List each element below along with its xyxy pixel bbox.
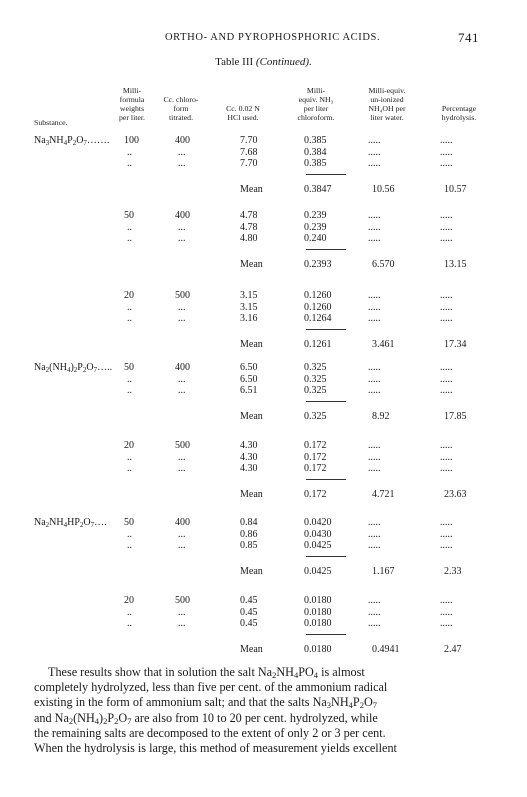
ditto-mark: .. <box>127 373 132 385</box>
cc-hcl-cell: 3.15 <box>240 290 258 301</box>
cc-chloroform-cell: 500 <box>175 595 190 606</box>
mean-label: Mean <box>240 488 263 500</box>
header-substance <box>34 118 94 127</box>
paragraph-line: completely hydrolyzed, less than five per cent. of the ammonium radical <box>34 680 388 695</box>
leader-dots: ..... <box>368 301 381 313</box>
header-line: per liter <box>303 104 329 113</box>
cc-hcl-cell: 0.45 <box>240 606 258 618</box>
leader-dots: ..... <box>440 385 453 396</box>
cc-chloroform-cell: 500 <box>175 290 190 301</box>
leader-dots: ..... <box>368 440 381 451</box>
ditto-mark: ... <box>178 233 186 244</box>
leader-dots: ..... <box>368 606 381 618</box>
leader-dots: ..... <box>440 451 453 463</box>
milli-equiv-nh3-cell: 0.385 <box>304 158 327 169</box>
header-line: HCl used. <box>227 113 259 122</box>
cc-hcl-cell: 0.86 <box>240 528 258 540</box>
ditto-mark: .. <box>127 233 132 244</box>
leader-dots: ..... <box>440 233 453 244</box>
cc-hcl-cell: 6.50 <box>240 362 258 373</box>
leader-dots: ..... <box>368 517 381 528</box>
header-substance-text: Substance. <box>34 118 68 127</box>
header-line: Milli-equiv. <box>368 86 406 95</box>
ditto-mark: .. <box>127 540 132 551</box>
running-head: ORTHO- AND PYROPHOSPHORIC ACIDS. <box>165 32 381 43</box>
ditto-mark: .. <box>127 385 132 396</box>
cc-hcl-cell: 4.80 <box>240 233 258 244</box>
cc-chloroform-cell: 500 <box>175 440 190 451</box>
milli-equiv-nh3-cell: 0.1260 <box>304 290 332 301</box>
un-ionized-nh4oh-value: 10.56 <box>372 183 395 195</box>
cc-hcl-cell: 4.30 <box>240 451 258 463</box>
milli-equiv-nh3-cell: 0.385 <box>304 135 327 146</box>
ditto-mark: .. <box>127 301 132 313</box>
leader-dots: ..... <box>440 158 453 169</box>
cc-hcl-cell: 7.70 <box>240 158 258 169</box>
paragraph-line: existing in the form of ammonium salt; and that the salts $Na_3NH_4P_2O_7$ <box>34 695 377 711</box>
cc-hcl-cell: 6.50 <box>240 373 258 385</box>
header-line: un-ionized <box>370 95 404 104</box>
leader-dots: ..... <box>440 313 453 324</box>
header-milli-equiv-nh3 <box>286 86 346 122</box>
cc-chloroform-cell: 400 <box>175 210 190 221</box>
leader-dots: ..... <box>440 362 453 373</box>
ditto-mark: ... <box>178 221 186 233</box>
leader-dots: ..... <box>440 290 453 301</box>
ditto-mark: ... <box>178 313 186 324</box>
milli-formula-weight-cell: 50 <box>124 517 134 528</box>
ditto-mark: .. <box>127 158 132 169</box>
ditto-mark: .. <box>127 313 132 324</box>
ditto-mark: ... <box>178 301 186 313</box>
ditto-mark: ... <box>178 540 186 551</box>
milli-equiv-nh3-cell: 0.239 <box>304 210 327 221</box>
mean-label: Mean <box>240 258 263 270</box>
ditto-mark: ... <box>178 451 186 463</box>
header-milli-equiv-nh4oh <box>356 86 418 122</box>
header-line: formula <box>119 95 145 104</box>
header-line: NH₄OH per <box>368 104 406 113</box>
cc-chloroform-cell: 400 <box>175 135 190 146</box>
milli-equiv-nh3-cell: 0.325 <box>304 362 327 373</box>
milli-equiv-nh3-cell: 0.0180 <box>304 606 332 618</box>
percentage-hydrolysis-value: 2.33 <box>444 565 462 577</box>
sum-rule <box>306 479 346 480</box>
header-cc-chloroform <box>153 95 209 122</box>
mean-label: Mean <box>240 183 263 195</box>
percentage-hydrolysis-value: 10.57 <box>444 183 467 195</box>
milli-formula-weight-cell: 20 <box>124 290 134 301</box>
milli-equiv-nh3-cell: 0.1264 <box>304 313 332 324</box>
percentage-hydrolysis-value: 17.85 <box>444 410 467 422</box>
leader-dots: ..... <box>368 463 381 474</box>
paragraph-line: the remaining salts are decomposed to the extent of only 2 or 3 per cent. <box>34 725 386 740</box>
ditto-mark: ... <box>178 528 186 540</box>
ditto-mark: .. <box>127 451 132 463</box>
leader-dots: ..... <box>368 158 381 169</box>
cc-hcl-cell: 3.15 <box>240 301 258 313</box>
milli-equiv-nh3-cell: 0.0420 <box>304 517 332 528</box>
table-title <box>0 56 527 68</box>
cc-hcl-cell: 6.51 <box>240 385 258 396</box>
ditto-mark: ... <box>178 158 186 169</box>
leader-dots: ..... <box>368 290 381 301</box>
percentage-hydrolysis-value: 23.63 <box>444 488 467 500</box>
mean-label: Mean <box>240 565 263 577</box>
milli-equiv-nh3-cell: 0.172 <box>304 463 327 474</box>
leader-dots: ..... <box>440 135 453 146</box>
cc-hcl-cell: 0.85 <box>240 540 258 551</box>
ditto-mark: .. <box>127 606 132 618</box>
substance-label: $Na_2NH_4HP_2O_7\dots$. <box>34 517 107 529</box>
mean-nh3-value: 0.172 <box>304 488 327 500</box>
milli-equiv-nh3-cell: 0.0180 <box>304 618 332 629</box>
ditto-mark: ... <box>178 463 186 474</box>
leader-dots: ..... <box>440 517 453 528</box>
milli-formula-weight-cell: 50 <box>124 362 134 373</box>
header-line: Milli- <box>306 86 326 95</box>
sum-rule <box>306 329 346 330</box>
leader-dots: ..... <box>440 606 453 618</box>
cc-hcl-cell: 0.45 <box>240 618 258 629</box>
mean-nh3-value: 0.0425 <box>304 565 332 577</box>
leader-dots: ..... <box>440 440 453 451</box>
leader-dots: ..... <box>440 528 453 540</box>
cc-hcl-cell: 4.78 <box>240 210 258 221</box>
leader-dots: ..... <box>368 362 381 373</box>
paragraph-line: These results show that in solution the salt $Na_2NH_4PO_4$ is almost <box>48 665 365 680</box>
leader-dots: ..... <box>368 595 381 606</box>
milli-equiv-nh3-cell: 0.0430 <box>304 528 332 540</box>
leader-dots: ..... <box>440 221 453 233</box>
leader-dots: ..... <box>440 618 453 629</box>
un-ionized-nh4oh-value: 0.4941 <box>372 643 400 655</box>
milli-equiv-nh3-cell: 0.0180 <box>304 595 332 606</box>
milli-formula-weight-cell: 20 <box>124 595 134 606</box>
ditto-mark: ... <box>178 606 186 618</box>
table-title-label: Table III <box>215 56 254 68</box>
cc-hcl-cell: 0.84 <box>240 517 258 528</box>
paragraph-line: and $Na_2(NH_4)_2P_2O_7$ are also from 10 to 20 per cent. hydrolyzed, while <box>34 710 378 726</box>
percentage-hydrolysis-value: 2.47 <box>444 643 462 655</box>
ditto-mark: .. <box>127 618 132 629</box>
ditto-mark: .. <box>127 146 132 158</box>
header-line: Milli- <box>122 86 142 95</box>
milli-formula-weight-cell: 20 <box>124 440 134 451</box>
ditto-mark: .. <box>127 221 132 233</box>
cc-hcl-cell: 7.68 <box>240 146 258 158</box>
header-line: equiv. NH₃ <box>298 95 334 104</box>
mean-label: Mean <box>240 338 263 350</box>
leader-dots: ..... <box>368 313 381 324</box>
un-ionized-nh4oh-value: 6.570 <box>372 258 395 270</box>
header-line: Cc. chloro- <box>163 95 199 104</box>
header-line: chloroform. <box>297 113 335 122</box>
ditto-mark: ... <box>178 373 186 385</box>
mean-label: Mean <box>240 643 263 655</box>
leader-dots: ..... <box>368 210 381 221</box>
leader-dots: ..... <box>440 540 453 551</box>
header-line: per liter. <box>119 113 145 122</box>
sum-rule <box>306 634 346 635</box>
leader-dots: ..... <box>440 210 453 221</box>
mean-nh3-value: 0.325 <box>304 410 327 422</box>
leader-dots: ..... <box>440 373 453 385</box>
paragraph-line: When the hydrolysis is large, this method of measurement yields excellent <box>34 741 397 756</box>
body-paragraph <box>34 665 504 756</box>
leader-dots: ..... <box>440 146 453 158</box>
cc-hcl-cell: 3.16 <box>240 313 258 324</box>
ditto-mark: .. <box>127 463 132 474</box>
mean-nh3-value: 0.0180 <box>304 643 332 655</box>
leader-dots: ….. <box>97 362 113 373</box>
mean-label: Mean <box>240 410 263 422</box>
leader-dots: ..... <box>440 463 453 474</box>
header-line: titrated. <box>168 113 194 122</box>
un-ionized-nh4oh-value: 1.167 <box>372 565 395 577</box>
header-milli-formula-weights <box>106 86 158 122</box>
leader-dots: ..... <box>368 373 381 385</box>
milli-equiv-nh3-cell: 0.240 <box>304 233 327 244</box>
header-cc-hcl <box>215 104 271 122</box>
cc-chloroform-cell: 400 <box>175 517 190 528</box>
header-percentage-hydrolysis <box>425 104 493 122</box>
leader-dots: ..... <box>368 528 381 540</box>
leader-dots: ..... <box>440 595 453 606</box>
sum-rule <box>306 401 346 402</box>
ditto-mark: ... <box>178 146 186 158</box>
leader-dots: ..... <box>368 146 381 158</box>
leader-dots: ..... <box>440 301 453 313</box>
leader-dots: ..... <box>368 540 381 551</box>
milli-formula-weight-cell: 100 <box>124 135 139 146</box>
milli-formula-weight-cell: 50 <box>124 210 134 221</box>
sum-rule <box>306 249 346 250</box>
mean-nh3-value: 0.3847 <box>304 183 332 195</box>
header-line: Percentage <box>441 104 477 113</box>
leader-dots: …. <box>94 517 107 528</box>
page-number: 741 <box>458 30 479 45</box>
leader-dots: ..... <box>368 618 381 629</box>
cc-hcl-cell: 4.30 <box>240 440 258 451</box>
percentage-hydrolysis-value: 13.15 <box>444 258 467 270</box>
sum-rule <box>306 174 346 175</box>
header-line: weights <box>119 104 145 113</box>
header-line: hydrolysis. <box>441 113 477 122</box>
ditto-mark: .. <box>127 528 132 540</box>
ditto-mark: ... <box>178 385 186 396</box>
sum-rule <box>306 556 346 557</box>
leader-dots: ..... <box>368 135 381 146</box>
header-line: form <box>173 104 189 113</box>
milli-equiv-nh3-cell: 0.0425 <box>304 540 332 551</box>
mean-nh3-value: 0.1261 <box>304 338 332 350</box>
milli-equiv-nh3-cell: 0.325 <box>304 385 327 396</box>
substance-label: $Na_3NH_4P_2O_7\dots\dots$. <box>34 135 110 147</box>
table-title-continued: (Continued). <box>255 56 312 68</box>
leader-dots: ..... <box>368 221 381 233</box>
header-line: Cc. 0.02 N <box>226 104 260 113</box>
milli-equiv-nh3-cell: 0.384 <box>304 146 327 158</box>
percentage-hydrolysis-value: 17.34 <box>444 338 467 350</box>
un-ionized-nh4oh-value: 4.721 <box>372 488 395 500</box>
mean-nh3-value: 0.2393 <box>304 258 332 270</box>
milli-equiv-nh3-cell: 0.325 <box>304 373 327 385</box>
cc-chloroform-cell: 400 <box>175 362 190 373</box>
milli-equiv-nh3-cell: 0.1260 <box>304 301 332 313</box>
cc-hcl-cell: 7.70 <box>240 135 258 146</box>
leader-dots: ..... <box>368 233 381 244</box>
un-ionized-nh4oh-value: 3.461 <box>372 338 395 350</box>
cc-hcl-cell: 4.30 <box>240 463 258 474</box>
leader-dots: ……. <box>86 135 110 146</box>
milli-equiv-nh3-cell: 0.239 <box>304 221 327 233</box>
milli-equiv-nh3-cell: 0.172 <box>304 451 327 463</box>
un-ionized-nh4oh-value: 8.92 <box>372 410 390 422</box>
cc-hcl-cell: 4.78 <box>240 221 258 233</box>
cc-hcl-cell: 0.45 <box>240 595 258 606</box>
ditto-mark: ... <box>178 618 186 629</box>
leader-dots: ..... <box>368 451 381 463</box>
header-line: liter water. <box>370 113 404 122</box>
substance-label: $Na_2(NH_4)_2P_2O_7\dots$.. <box>34 362 113 374</box>
milli-equiv-nh3-cell: 0.172 <box>304 440 327 451</box>
leader-dots: ..... <box>368 385 381 396</box>
